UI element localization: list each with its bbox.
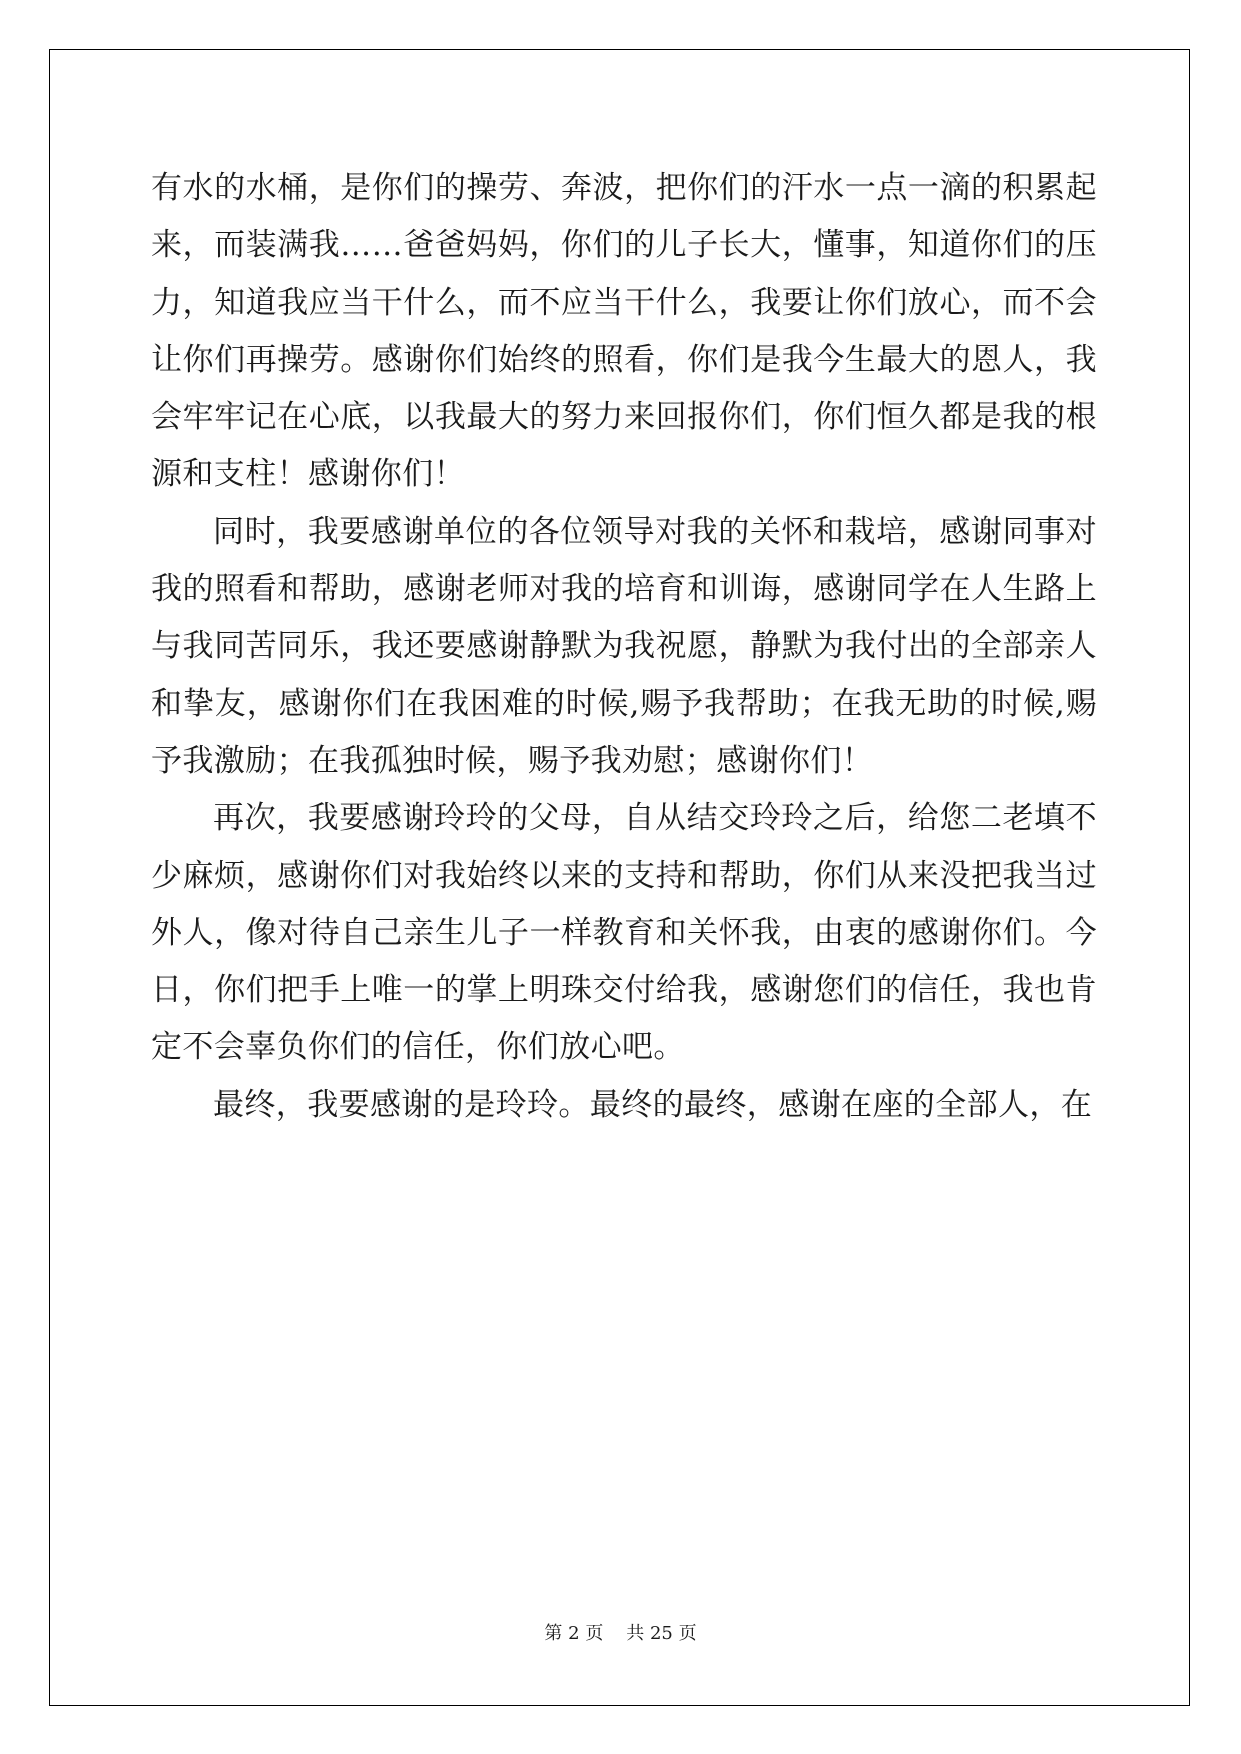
document-body: [151, 160, 1097, 1134]
paragraph-thanks-lingling: 最终，我要感谢的是玲玲。最终的最终，感谢在座的全部人，在: [213, 1086, 1093, 1123]
paragraph-thanks-in-laws: 再次，我要感谢玲玲的父母，自从结交玲玲之后，给您二老填不少麻烦，感谢你们对我始终以来的支持和帮助，你们从来没把我当过外人，像对待自己亲生儿子一样教育和关怀我，由衷的感谢你们。今日，你们把手上唯一的掌上明珠交付给我，感谢您们的信任，我也肯定不会辜负你们的信任，你们放心吧。: [151, 800, 1097, 1066]
paragraph-continuation: 有水的水桶，是你们的操劳、奔波，把你们的汗水一点一滴的积累起来，而装满我……爸爸妈妈，你们的儿子长大，懂事，知道你们的压力，知道我应当干什么，而不应当干什么，我要让你们放心，而不会让你们再操劳。感谢你们始终的照看，你们是我今生最大的恩人，我会牢牢记在心底，以我最大的努力来回报你们，你们恒久都是我的根源和支柱！感谢你们！: [151, 170, 1097, 493]
page-total: 共 25 页: [626, 1623, 697, 1644]
paragraph-thanks-colleagues: 同时，我要感谢单位的各位领导对我的关怀和栽培，感谢同事对我的照看和帮助，感谢老师对我的培育和训诲，感谢同学在人生路上与我同苦同乐，我还要感谢静默为我祝愿，静默为我付出的全部亲人和挚友，感谢你们在我困难的时候,赐予我帮助；在我无助的时候,赐予我激励；在我孤独时候，赐予我劝慰；感谢你们！: [151, 513, 1097, 779]
page-footer: [0, 1619, 1241, 1645]
page-number: 第 2 页: [544, 1623, 604, 1644]
